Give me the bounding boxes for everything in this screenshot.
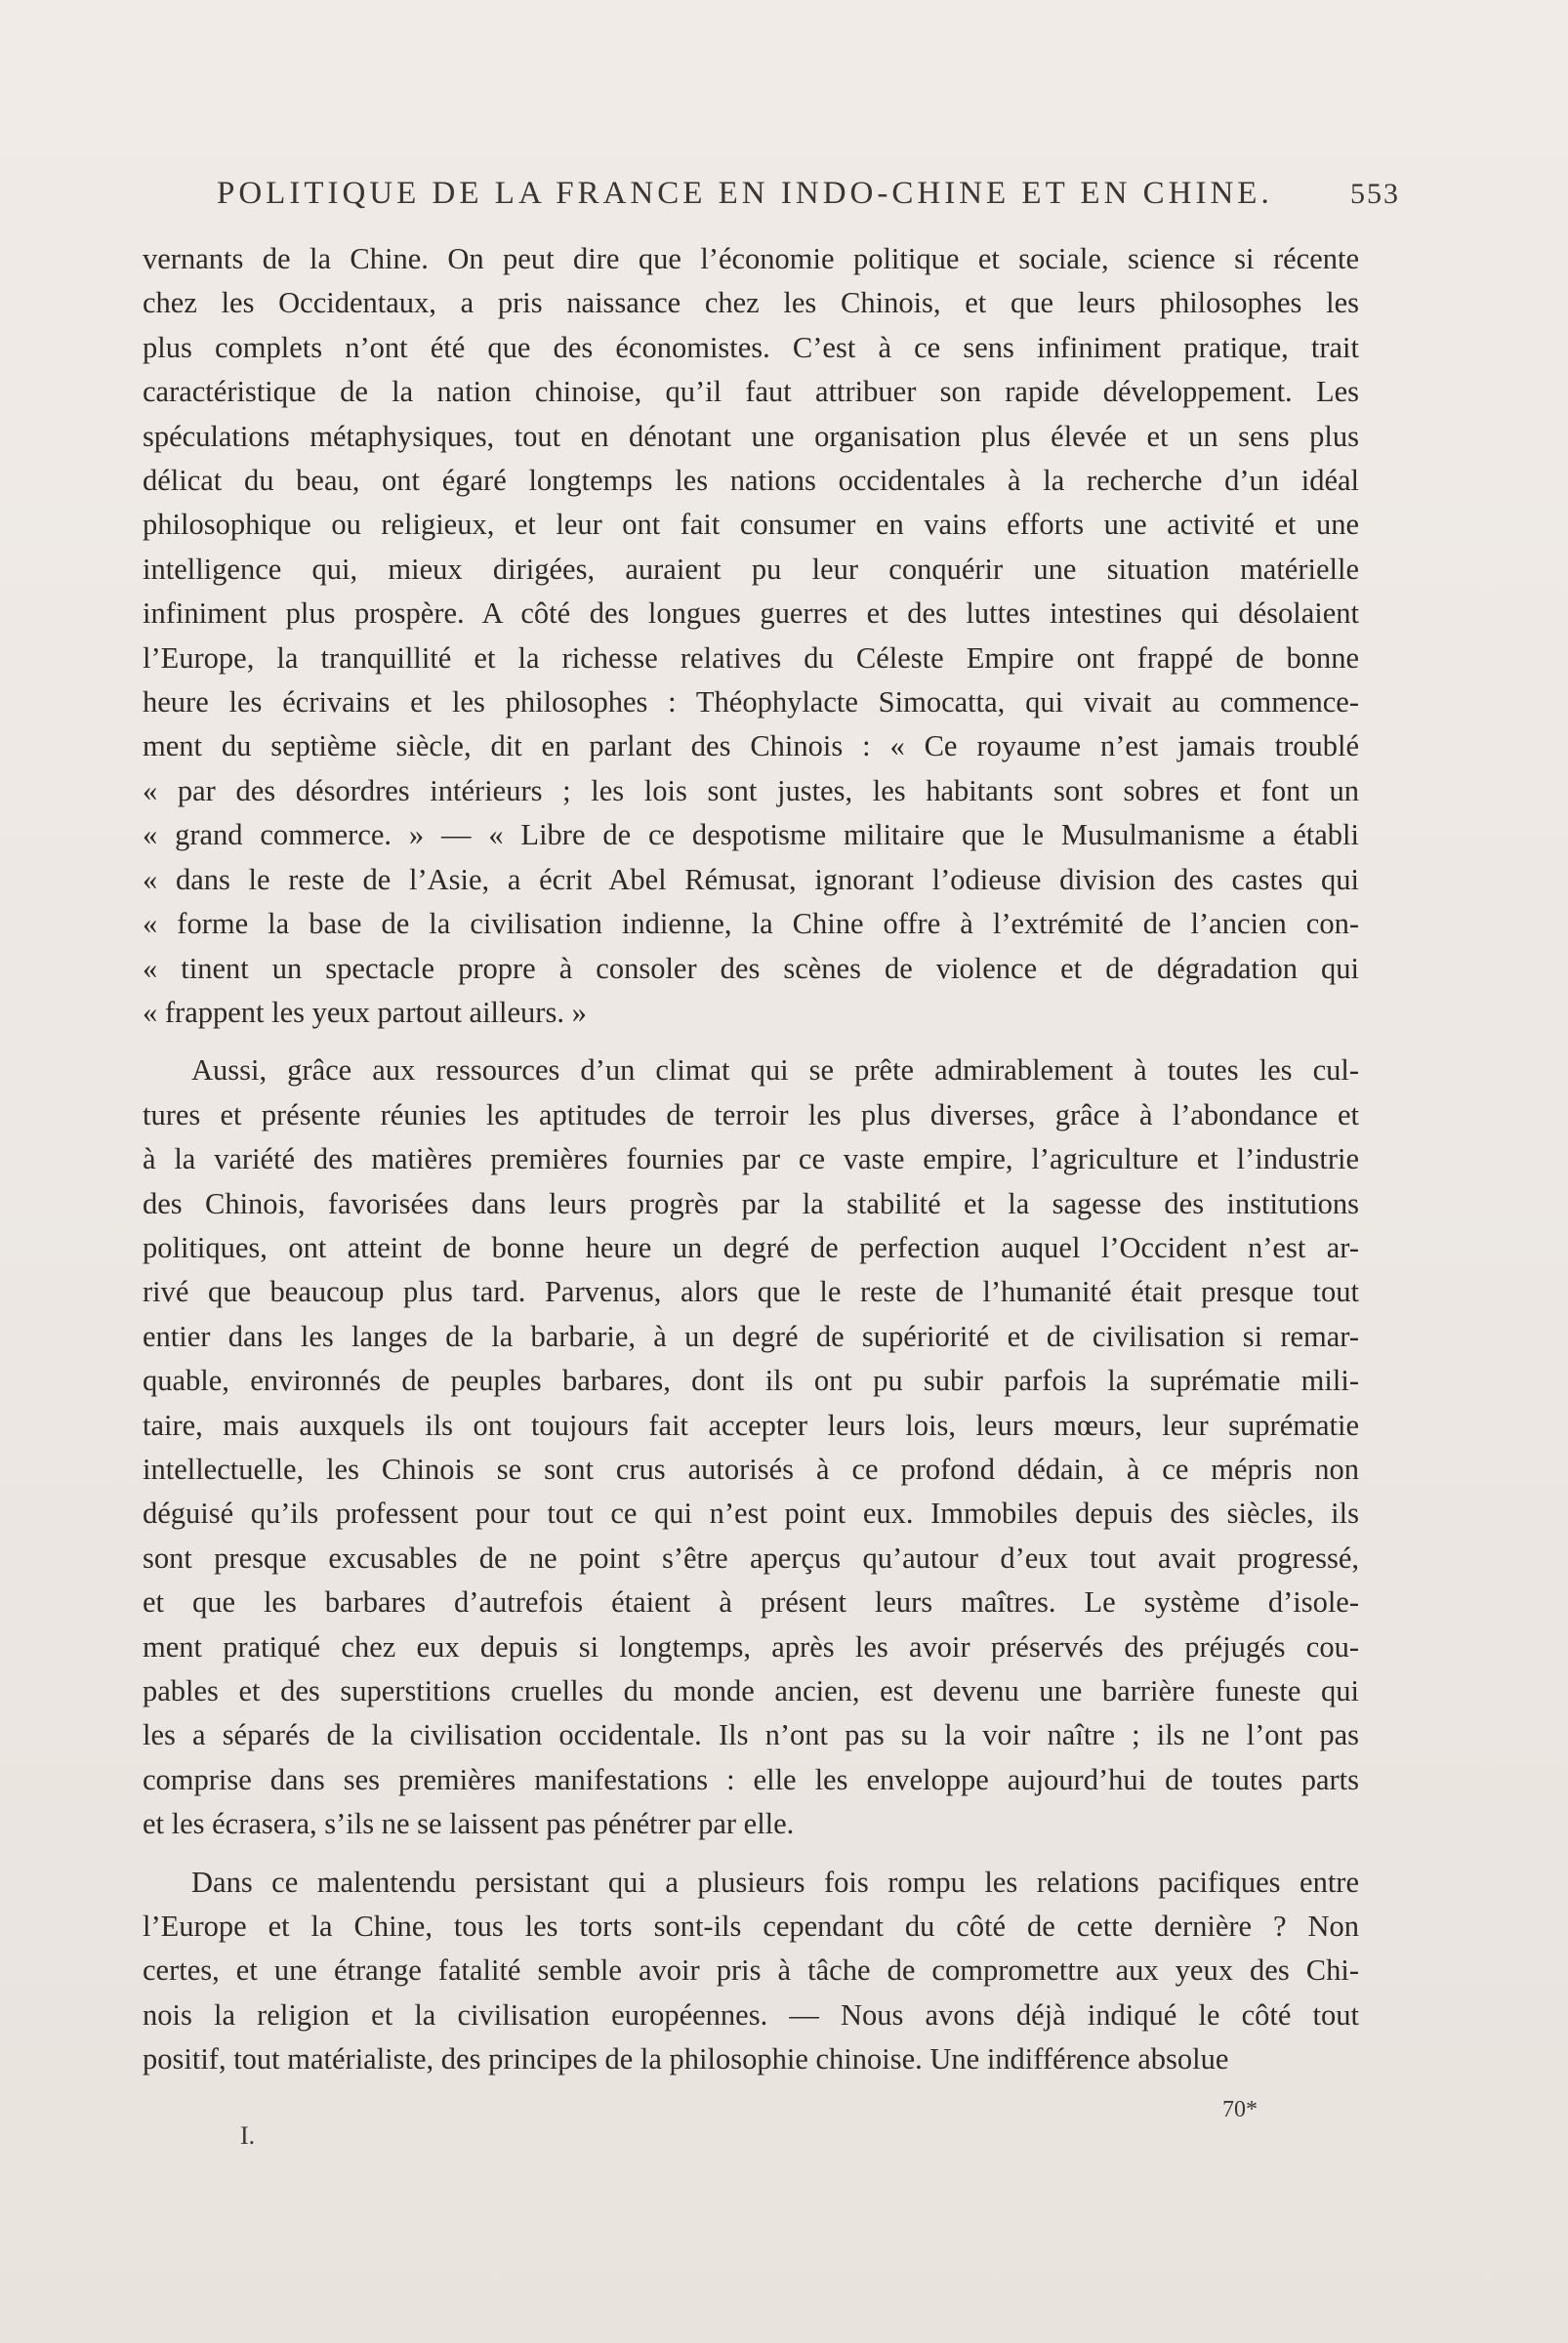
text-line: comprise dans ses premières manifestations : elle les enveloppe aujourd’hui de toutes parts xyxy=(143,1762,1359,1796)
text-line: philosophique ou religieux, et leur ont fait consumer en vains efforts une activité et une xyxy=(143,508,1359,542)
text-line: tures et présente réunies les aptitudes de terroir les plus diverses, grâce à l’abondance et xyxy=(143,1097,1359,1131)
text-line: Aussi, grâce aux ressources d’un climat qui se prête admirablement à toutes les cul- xyxy=(191,1053,1359,1088)
folio-mark: 70* xyxy=(1222,2097,1258,2122)
text-line: « dans le reste de l’Asie, a écrit Abel Rémusat, ignorant l’odieuse division des castes qui xyxy=(143,862,1359,896)
text-line: déguisé qu’ils professent pour tout ce qui n’est point eux. Immobiles depuis des siècles, ils xyxy=(143,1497,1359,1531)
text-line: « grand commerce. » — « Libre de ce despotisme militaire que le Musulmanisme a établi xyxy=(143,818,1359,852)
text-line: sont presque excusables de ne point s’être aperçus qu’autour d’eux tout avait progressé, xyxy=(143,1541,1359,1575)
paragraph xyxy=(143,1861,1359,2082)
text-line: spéculations métaphysiques, tout en dénotant une organisation plus élevée et un sens plus xyxy=(143,419,1359,453)
text-line: nois la religion et la civilisation européennes. — Nous avons déjà indiqué le côté tout xyxy=(143,1997,1359,2032)
page-number: 553 xyxy=(1350,178,1400,210)
text-line: et les écrasera, s’ils ne se laissent pas pénétrer par elle. xyxy=(143,1807,795,1841)
paragraph xyxy=(143,237,1359,1035)
text-line: caractéristique de la nation chinoise, qu’il faut attribuer son rapide développement. Les xyxy=(143,375,1359,409)
body-text xyxy=(143,237,1359,2082)
text-line: l’Europe, la tranquillité et la richesse relatives du Céleste Empire ont frappé de bonne xyxy=(143,640,1359,675)
text-line: et que les barbares d’autrefois étaient à présent leurs maîtres. Le système d’isole- xyxy=(143,1585,1359,1620)
text-line: des Chinois, favorisées dans leurs progrès par la stabilité et la sagesse des institutions xyxy=(143,1186,1359,1220)
text-line: vernants de la Chine. On peut dire que l’économie politique et sociale, science si récente xyxy=(143,242,1359,275)
text-line: intellectuelle, les Chinois se sont crus autorisés à ce profond dédain, à ce mépris non xyxy=(143,1452,1359,1486)
text-line: taire, mais auxquels ils ont toujours fait accepter leurs lois, leurs mœurs, leur suprématie xyxy=(143,1408,1359,1442)
text-line: pables et des superstitions cruelles du monde ancien, est devenu une barrière funeste qui xyxy=(143,1674,1359,1707)
text-line: quable, environnés de peuples barbares, dont ils ont pu subir parfois la suprématie mili- xyxy=(143,1364,1359,1398)
paragraph-gap xyxy=(143,1035,1359,1048)
text-line: certes, et une étrange fatalité semble avoir pris à tâche de compromettre aux yeux des Chi- xyxy=(143,1953,1359,1988)
text-line: ment pratiqué chez eux depuis si longtemps, après les avoir préservés des préjugés cou- xyxy=(143,1629,1359,1664)
text-line: intelligence qui, mieux dirigées, auraient pu leur conquérir une situation matérielle xyxy=(143,552,1359,586)
text-line: rivé que beaucoup plus tard. Parvenus, alors que le reste de l’humanité était presque tout xyxy=(143,1275,1359,1309)
text-line: plus complets n’ont été que des économistes. C’est à ce sens infiniment pratique, trait xyxy=(143,330,1359,364)
text-line: entier dans les langes de la barbarie, à un degré de supériorité et de civilisation si remar- xyxy=(143,1319,1359,1353)
running-head-title: POLITIQUE DE LA FRANCE EN INDO-CHINE ET EN CHINE. xyxy=(217,176,1273,211)
text-line: Dans ce malentendu persistant qui a plusieurs fois rompu les relations pacifiques entre xyxy=(191,1865,1359,1899)
text-line: politiques, ont atteint de bonne heure un degré de perfection auquel l’Occident n’est ar- xyxy=(143,1230,1359,1264)
paragraph-gap xyxy=(143,1847,1359,1861)
text-line: « tinent un spectacle propre à consoler des scènes de violence et de dégradation qui xyxy=(143,951,1359,985)
text-line: infiniment plus prospère. A côté des longues guerres et des luttes intestines qui désolaient xyxy=(143,596,1359,631)
text-line: « forme la base de la civilisation indienne, la Chine offre à l’extrémité de l’ancien con- xyxy=(143,907,1359,941)
text-line: ment du septième siècle, dit en parlant des Chinois : « Ce royaume n’est jamais troublé xyxy=(143,729,1359,763)
text-line: les a séparés de la civilisation occidentale. Ils n’ont pas su la voir naître ; ils ne l’ont pas xyxy=(143,1718,1359,1752)
text-line: à la variété des matières premières fournies par ce vaste empire, l’agriculture et l’industrie xyxy=(143,1142,1359,1176)
text-line: délicat du beau, ont égaré longtemps les nations occidentales à la recherche d’un idéal xyxy=(143,464,1359,498)
running-head xyxy=(217,176,1400,212)
text-line: « frappent les yeux partout ailleurs. » xyxy=(143,995,587,1029)
paragraph xyxy=(143,1048,1359,1846)
text-line: l’Europe et la Chine, tous les torts sont-ils cependant du côté de cette dernière ? Non xyxy=(143,1910,1359,1944)
text-line: chez les Occidentaux, a pris naissance chez les Chinois, et que leurs philosophes les xyxy=(143,286,1359,320)
text-line: heure les écrivains et les philosophes : Théophylacte Simocatta, qui vivait au commence- xyxy=(143,685,1359,719)
text-line: positif, tout matérialiste, des principes de la philosophie chinoise. Une indifférence absolue xyxy=(143,2042,1229,2076)
text-line: « par des désordres intérieurs ; les lois sont justes, les habitants sont sobres et font un xyxy=(143,773,1359,807)
signature-mark: I. xyxy=(240,2121,256,2150)
